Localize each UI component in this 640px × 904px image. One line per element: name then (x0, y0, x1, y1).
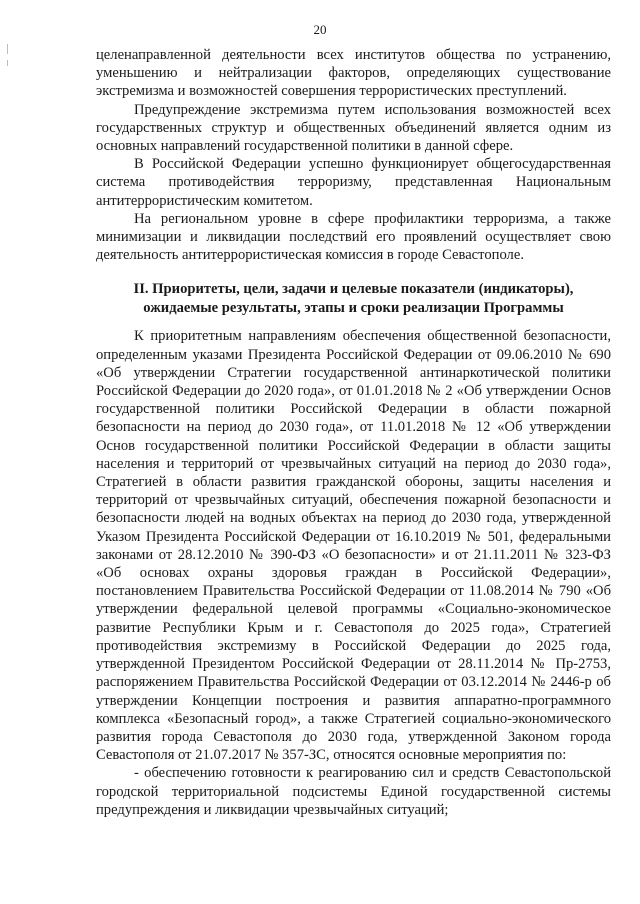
paragraph: целенаправленной деятельности всех институтов общества по устранению, уменьшению и нейтрализации факторов, определяющих существование экстремизма и возможностей совершения террористических преступлений. (96, 47, 611, 100)
section-heading-line: II. Приоритеты, цели, задачи и целевые показатели (индикаторы), (133, 281, 574, 298)
document-body (96, 46, 611, 819)
page-number: 20 (313, 22, 327, 37)
main-paragraph: К приоритетным направлениям обеспечения общественной безопасности, определенным указами Президента Российской Федерации от 09.06.2010 № 690 «Об утверждении Стратегии государственной антинаркотической политики Российской Федерации до 2020 года», от 01.01.2018 № 2 «Об утверждении Основ государственной политики Российской Федерации в области пожарной безопасности на период до 2030 года», от 11.01.2018 № 12 «Об утверждении Основ государственной политики Российской Федерации в области защиты населения и территорий от чрезвычайных ситуаций на период до 2030 года», Стратегией в области развития гражданской обороны, защиты населения и территорий от чрезвычайных ситуаций, обеспечения пожарной безопасности и безопасности людей на водных объектах на период до 2030 года, утвержденной Указом Президента Российской Федерации от 16.10.2019 № 501, федеральными законами от 28.12.2010 № 390-ФЗ «О безопасности» и от 21.11.2011 № 323-ФЗ «Об основах охраны здоровья граждан в Российской Федерации», постановлением Правительства Российской Федерации от 11.08.2014 № 790 «Об утверждении федеральной целевой программы «Социально-экономическое развитие Республики Крым и г. Севастополя до 2025 года», Стратегией противодействия экстремизму в Российской Федерации до 2025 года, утвержденной Президентом Российской Федерации от 28.11.2014 № Пр-2753, распоряжением Правительства Российской Федерации от 03.12.2014 № 2446-р об утверждении Концепции построения и развития аппаратно-программного комплекса «Безопасный город», а также Стратегией социально-экономического развития города Севастополя до 2030 года, утвержденной Законом города Севастополя от 21.07.2017 № 357-ЗС, относятся основные мероприятия по: (96, 328, 611, 764)
list-item: - обеспечению готовности к реагированию сил и средств Севастопольской городской территориальной подсистемы Единой государственной системы предупреждения и ликвидации чрезвычайных ситуаций; (96, 765, 611, 818)
paragraph: Предупреждение экстремизма путем использования возможностей всех государственных структур и общественных объединений является одним из основных направлений государственной политики в данной сфере. (96, 101, 611, 155)
scan-margin-mark (7, 60, 8, 66)
scan-margin-mark (7, 44, 8, 54)
section-heading (96, 280, 611, 317)
paragraph: В Российской Федерации успешно функционирует общегосударственная система противодействия терроризму, представленная Национальным антитеррористическим комитетом. (96, 156, 611, 209)
section-heading-line: ожидаемые результаты, этапы и сроки реализации Программы (143, 299, 564, 316)
paragraph: На региональном уровне в сфере профилактики терроризма, а также минимизации и ликвидации последствий его проявлений осуществляет свою деятельность антитеррористическая комиссия в городе Севастополе. (96, 210, 611, 264)
